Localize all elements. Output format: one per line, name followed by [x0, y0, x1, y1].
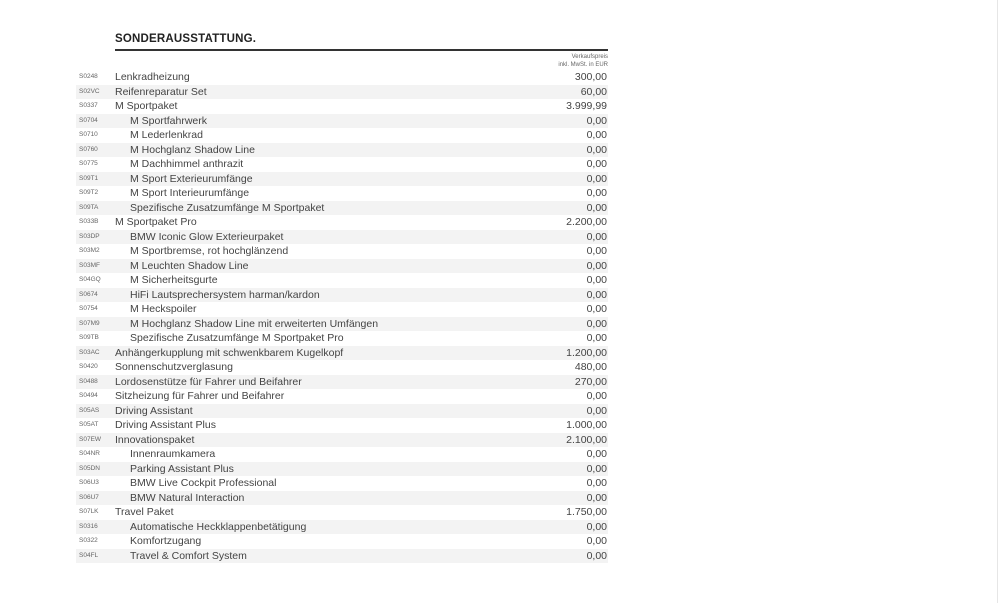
option-code: S04FL: [79, 551, 99, 559]
option-price: 0,00: [586, 245, 607, 257]
table-row-subitem: [76, 244, 608, 259]
table-row: [76, 215, 608, 230]
price-column-header: [558, 53, 608, 69]
option-price: 0,00: [586, 520, 607, 533]
option-price: 2.200,00: [566, 216, 607, 228]
option-name: BMW Natural Interaction: [130, 491, 245, 504]
option-code: S09T1: [79, 174, 99, 182]
option-name: Lenkradheizung: [115, 71, 190, 83]
option-name: M Heckspoiler: [130, 303, 197, 315]
option-code: S05AT: [79, 421, 99, 428]
table-row-subitem: [76, 302, 608, 317]
option-price: 0,00: [586, 143, 607, 156]
option-name: Parking Assistant Plus: [130, 462, 234, 475]
option-name: Travel Paket: [115, 506, 174, 518]
option-price: 0,00: [586, 259, 607, 272]
option-name: M Hochglanz Shadow Line mit erweiterten Umfängen: [130, 317, 379, 330]
table-row: [76, 505, 608, 520]
option-price: 0,00: [586, 491, 607, 504]
table-row-subitem: [76, 447, 608, 462]
option-code: S03AC: [79, 348, 100, 356]
section-title: SONDERAUSSTATTUNG.: [115, 33, 257, 45]
option-name: Driving Assistant: [115, 404, 193, 417]
page-edge: [997, 0, 998, 603]
option-price: 480,00: [574, 361, 607, 373]
option-price: 0,00: [586, 390, 607, 402]
option-name: M Sport Exterieurumfänge: [130, 172, 253, 185]
option-price: 0,00: [586, 288, 607, 301]
option-name: Spezifische Zusatzumfänge M Sportpaket: [130, 201, 325, 214]
option-code: S0760: [79, 145, 98, 153]
table-row: [76, 360, 608, 375]
option-price: 1.000,00: [566, 419, 607, 431]
option-price: 0,00: [586, 274, 607, 286]
option-code: S03M2: [79, 247, 100, 254]
table-row-subitem: [76, 331, 608, 346]
option-code: S0775: [79, 160, 98, 167]
option-name: M Sicherheitsgurte: [130, 274, 218, 286]
option-price: 270,00: [574, 375, 607, 388]
option-code: S033B: [79, 218, 99, 225]
table-row-subitem: [76, 491, 608, 506]
option-code: S07EW: [79, 435, 102, 443]
option-code: S0494: [79, 392, 98, 399]
option-price: 0,00: [586, 158, 607, 170]
table-row-subitem: [76, 476, 608, 491]
option-code: S03DP: [79, 232, 100, 240]
option-price: 0,00: [586, 477, 607, 489]
option-code: S0674: [79, 290, 98, 298]
option-name: Sitzheizung für Fahrer und Beifahrer: [115, 390, 285, 402]
option-code: S07LK: [79, 508, 99, 515]
table-row-subitem: [76, 172, 608, 187]
option-price: 0,00: [586, 129, 607, 141]
table-row-subitem: [76, 549, 608, 564]
table-row: [76, 99, 608, 114]
option-name: Reifenreparatur Set: [115, 85, 207, 98]
table-row-subitem: [76, 288, 608, 303]
option-name: Komfortzugang: [130, 535, 202, 547]
option-name: HiFi Lautsprechersystem harman/kardon: [130, 288, 320, 301]
option-code: S0710: [79, 131, 98, 138]
table-row: [76, 70, 608, 85]
option-name: M Sport Interieurumfänge: [130, 187, 250, 199]
table-row-subitem: [76, 128, 608, 143]
table-row-subitem: [76, 462, 608, 477]
table-row-subitem: [76, 114, 608, 129]
option-price: 0,00: [586, 230, 607, 243]
option-name: M Sportpaket: [115, 100, 178, 112]
title-underline: [115, 49, 608, 51]
option-price: 300,00: [574, 71, 607, 83]
options-table: [76, 70, 608, 563]
option-name: M Sportbremse, rot hochglänzend: [130, 245, 289, 257]
option-price: 3.999,99: [566, 100, 607, 112]
option-name: Sonnenschutzverglasung: [115, 361, 233, 373]
option-price: 2.100,00: [566, 433, 607, 446]
option-price: 0,00: [586, 201, 607, 214]
option-name: Automatische Heckklappenbetätigung: [130, 520, 307, 533]
option-name: BMW Iconic Glow Exterieurpaket: [130, 230, 284, 243]
option-price: 0,00: [586, 549, 607, 562]
option-code: S04NR: [79, 450, 100, 457]
option-name: Lordosenstütze für Fahrer und Beifahrer: [115, 375, 302, 388]
option-code: S03MF: [79, 261, 100, 269]
option-code: S04GQ: [79, 276, 101, 283]
table-row: [76, 389, 608, 404]
table-row-subitem: [76, 157, 608, 172]
option-name: M Hochglanz Shadow Line: [130, 143, 255, 156]
option-price: 0,00: [586, 535, 607, 547]
table-row-subitem: [76, 143, 608, 158]
option-code: S09TA: [79, 203, 99, 211]
option-name: M Sportfahrwerk: [130, 114, 208, 127]
option-code: S05AS: [79, 406, 100, 414]
option-code: S06U3: [79, 479, 99, 486]
table-row: [76, 85, 608, 100]
option-code: S09TB: [79, 334, 99, 341]
option-price: 0,00: [586, 172, 607, 185]
option-price: 0,00: [586, 448, 607, 460]
option-name: BMW Live Cockpit Professional: [130, 477, 277, 489]
option-price: 1.200,00: [566, 346, 607, 359]
table-row: [76, 433, 608, 448]
option-price: 0,00: [586, 303, 607, 315]
option-price: 0,00: [586, 317, 607, 330]
option-name: M Lederlenkrad: [130, 129, 203, 141]
option-name: M Leuchten Shadow Line: [130, 259, 249, 272]
option-name: Driving Assistant Plus: [115, 419, 216, 431]
option-price: 0,00: [586, 462, 607, 475]
option-code: S06U7: [79, 493, 99, 501]
option-name: Innenraumkamera: [130, 448, 216, 460]
option-code: S02VC: [79, 87, 100, 95]
table-row: [76, 418, 608, 433]
table-row-subitem: [76, 534, 608, 549]
table-row-subitem: [76, 230, 608, 245]
option-code: S0420: [79, 363, 98, 370]
table-row-subitem: [76, 259, 608, 274]
option-price: 60,00: [580, 85, 607, 98]
option-price: 0,00: [586, 114, 607, 127]
price-header-line-2: inkl. MwSt. in EUR: [558, 62, 608, 68]
table-row: [76, 375, 608, 390]
table-row: [76, 346, 608, 361]
option-code: S0488: [79, 377, 98, 385]
table-row-subitem: [76, 273, 608, 288]
table-row-subitem: [76, 317, 608, 332]
option-code: S09T2: [79, 189, 99, 196]
table-row: [76, 404, 608, 419]
option-code: S0704: [79, 116, 98, 124]
price-header-line-1: Verkaufspreis: [571, 54, 608, 60]
option-name: M Sportpaket Pro: [115, 216, 197, 228]
table-row-subitem: [76, 186, 608, 201]
option-code: S07M9: [79, 319, 100, 327]
option-price: 0,00: [586, 404, 607, 417]
option-name: Anhängerkupplung mit schwenkbarem Kugelkopf: [115, 346, 344, 359]
option-name: M Dachhimmel anthrazit: [130, 158, 244, 170]
option-price: 0,00: [586, 187, 607, 199]
option-code: S0316: [79, 522, 98, 530]
option-name: Travel & Comfort System: [130, 549, 247, 562]
option-code: S0248: [79, 73, 98, 80]
table-row-subitem: [76, 520, 608, 535]
option-code: S0754: [79, 305, 98, 312]
option-code: S05DN: [79, 464, 100, 472]
option-code: S0322: [79, 537, 98, 544]
table-row-subitem: [76, 201, 608, 216]
option-name: Innovationspaket: [115, 433, 195, 446]
option-name: Spezifische Zusatzumfänge M Sportpaket Pro: [130, 332, 344, 344]
option-price: 0,00: [586, 332, 607, 344]
option-price: 1.750,00: [566, 506, 607, 518]
option-code: S0337: [79, 102, 98, 109]
